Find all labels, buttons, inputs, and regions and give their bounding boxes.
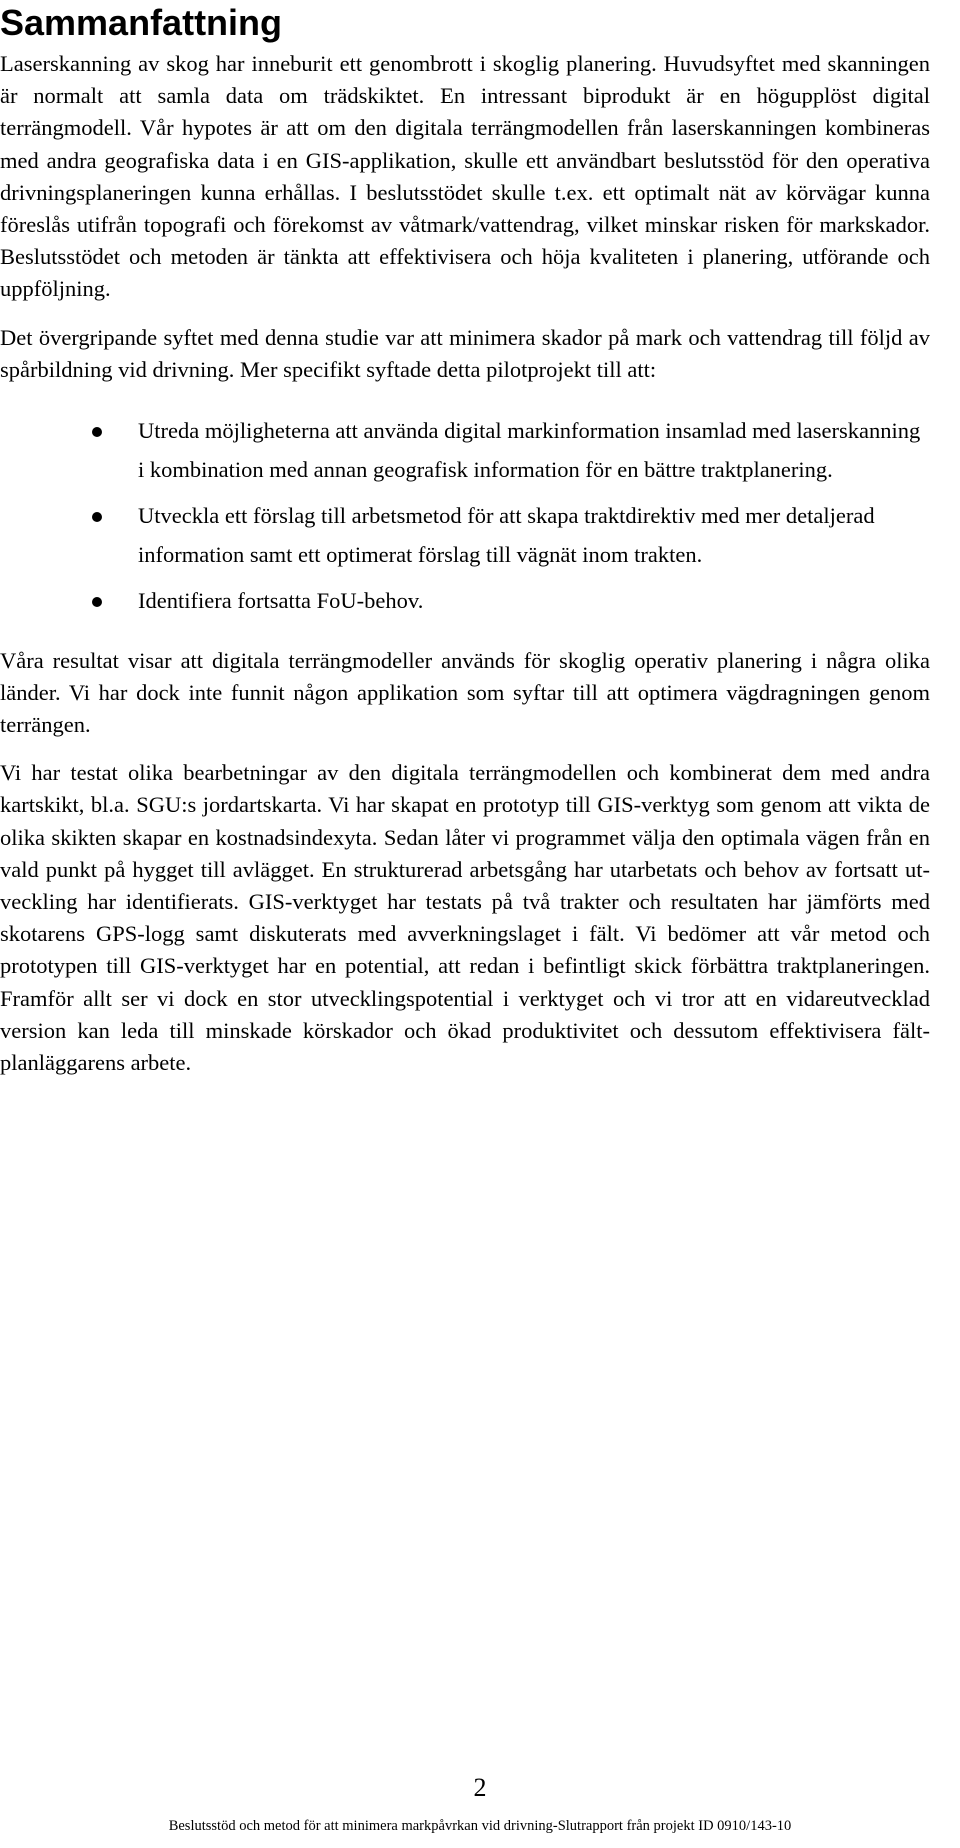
list-item-text: Utreda möjligheterna att använda digital markinformation insamlad med laserskanning i kombination med annan geografisk information för en bättre traktplanering. <box>138 418 921 482</box>
list-item-text: Identifiera fortsatta FoU-behov. <box>138 588 424 614</box>
paragraph-purpose: Det övergripande syftet med denna studie var att minimera skador på mark och vattendrag till följd av spårbildning vid drivning. Mer specifikt syftade detta pilotprojekt till att: <box>0 324 930 382</box>
bullet-icon <box>92 512 102 522</box>
body-text <box>0 48 930 1095</box>
list-item-text: Utveckla ett förslag till arbetsmetod för att skapa traktdirektiv med mer detaljerad information samt ett optimerat förslag till vägnät inom trakten. <box>138 503 875 567</box>
goal-list <box>0 412 930 621</box>
bullet-icon <box>92 427 102 437</box>
section-heading: Sammanfattning <box>0 2 283 43</box>
paragraph-intro: Laserskanning av skog har inneburit ett genombrott i skoglig planering. Huvudsyftet med skanningen är normalt att samla data om trädskiktet. En intressant biprodukt är en högupplöst digital terrängmodell. Vår hypotes är att om den digitala terrängmodellen från laserskanningen kombineras med andra geografiska data i en GIS-applikation, skulle ett användbart beslutsstöd för den operativa drivningsplaneringen kunna erhållas. I beslutsstödet skulle t.ex. ett optimalt nät av körvägar kunna föreslås utifrån topografi och förekomst av våtmark/vattendrag, vilket minskar risken för markskador. Beslutsstödet och metoden är tänkta att effektivisera och höja kvaliteten i planering, utförande och uppföljning. <box>0 51 930 302</box>
page-footer: Beslutsstöd och metod för att minimera markpåvrkan vid drivning-Slutrapport från projekt ID 0910/143-10 <box>168 1818 792 1834</box>
list-item <box>0 582 930 621</box>
page-number: 2 <box>473 1773 487 1802</box>
list-item <box>0 412 930 489</box>
paragraph-method: Vi har testat olika bearbetningar av den digitala terrängmodellen och kombinerat dem med andra kartskikt, bl.a. SGU:s jordartskarta. Vi har skapat en prototyp till GIS-verktyg som genom att vikta de olika skikten skapar en kostnadsindexyta. Sedan låter vi programmet välja den optimala vägen från en vald punkt på hygget till avlägget. En strukturerad arbetsgång har utarbetats och behov av fortsatt utveckling har identifierats. GIS-verktyget har testats på två trakter och resultaten har jämförts med skotarens GPS-logg samt diskuterats med avverkningslaget i fält. Vi bedömer att vår metod och prototypen till GIS-verktyget har en potential, att redan i befintligt skick förbättra traktplaneringen. Framför allt ser vi dock en stor utvecklingspotential i verktyget och vi tror att en vidareutvecklad version kan leda till minskade körskador och ökad produktivitet och dessutom effektivisera fältplanläggarens arbete. <box>0 760 930 1075</box>
list-item <box>0 497 930 574</box>
paragraph-results: Våra resultat visar att digitala terrängmodeller används för skoglig operativ planering i några olika länder. Vi har dock inte funnit någon applikation som syftar till att optimera vägdragningen genom terrängen. <box>0 647 930 737</box>
bullet-icon <box>92 597 102 607</box>
